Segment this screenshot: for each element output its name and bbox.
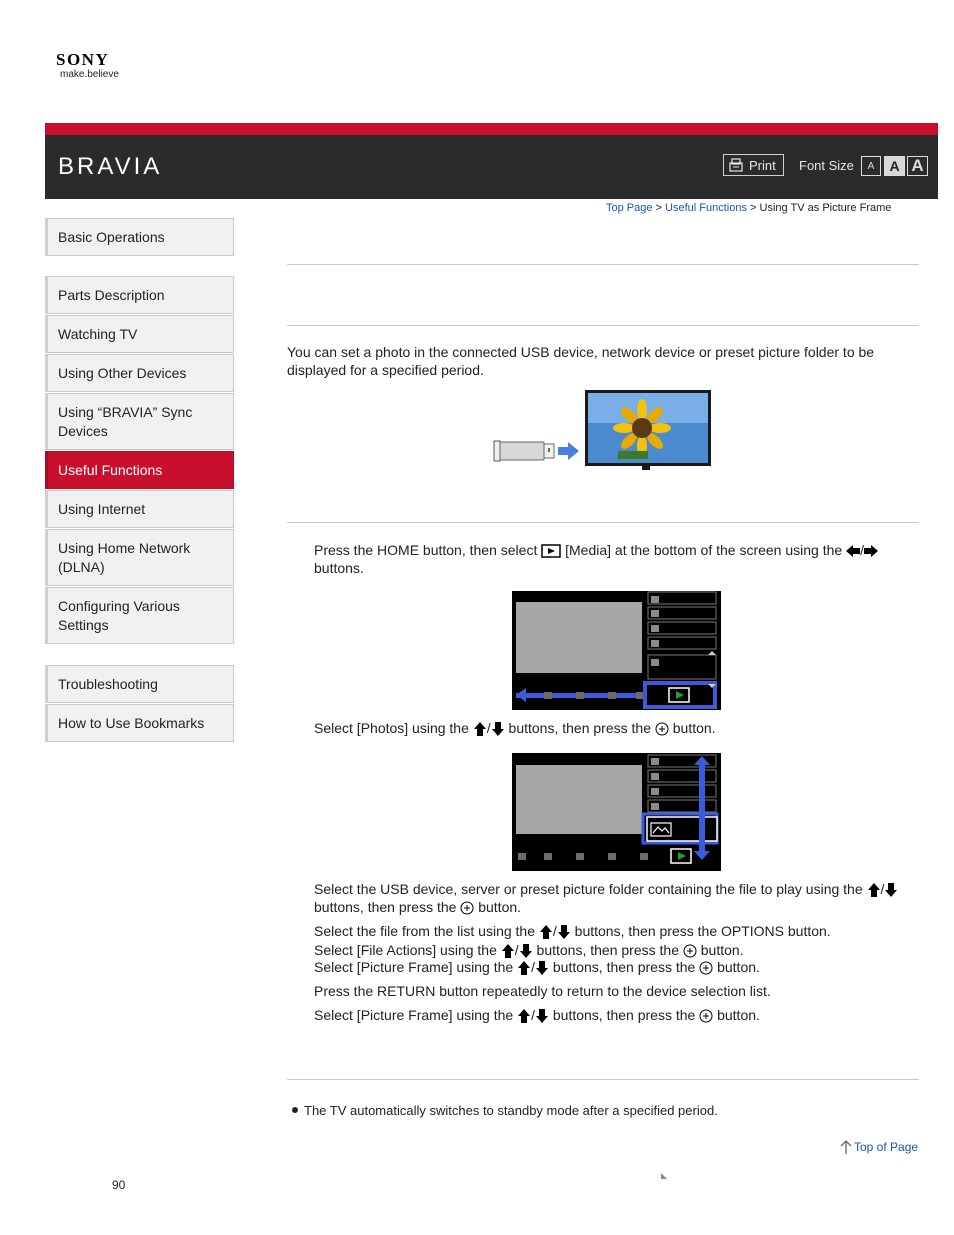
- sony-logo: SONY: [56, 50, 110, 69]
- divider: [287, 264, 919, 265]
- bravia-logo: BRAVIA: [58, 153, 163, 180]
- slash: /: [531, 959, 535, 975]
- step-text: Select [Picture Frame] using the: [314, 959, 514, 975]
- down-arrow-icon: [519, 944, 533, 958]
- step-text: buttons, then press the: [552, 1007, 696, 1023]
- step-text: buttons, then press the: [552, 959, 696, 975]
- step-5: [314, 941, 744, 959]
- up-arrow-icon: [517, 961, 531, 975]
- enter-button-icon: [683, 944, 697, 958]
- down-arrow-icon: [884, 883, 898, 897]
- step-text: button.: [717, 959, 760, 975]
- top-of-page-link[interactable]: [840, 1140, 918, 1154]
- cursor-icon: [660, 1172, 668, 1180]
- step-text: Select the USB device, server or preset picture folder containing the file to play using the: [314, 881, 863, 897]
- divider: [287, 325, 919, 326]
- slash: /: [486, 720, 491, 736]
- photos-selection-screen-illustration: [512, 753, 721, 871]
- slash: /: [880, 881, 885, 897]
- tv-icon: [585, 390, 711, 470]
- enter-button-icon: [699, 1009, 713, 1023]
- sidebar-item-label: Troubleshooting: [58, 675, 158, 692]
- sidebar-item-label: Watching TV: [58, 325, 138, 342]
- step-text: button.: [478, 899, 522, 915]
- print-icon: [728, 157, 744, 173]
- top-of-page-label: Top of Page: [854, 1140, 919, 1154]
- tagline: make.believe: [60, 69, 119, 80]
- header-red-bar: [45, 123, 938, 135]
- usb-to-tv-illustration: [492, 388, 714, 474]
- left-arrow-icon: [846, 544, 860, 558]
- sidebar-item-using-internet[interactable]: [45, 490, 234, 528]
- slash: /: [514, 942, 519, 958]
- media-icon: [541, 544, 561, 558]
- down-arrow-icon: [557, 925, 571, 939]
- sidebar-item-label: Using Home Network (DLNA): [58, 539, 191, 575]
- sidebar-item-label: Using Other Devices: [58, 364, 187, 381]
- step-7: [314, 982, 771, 1000]
- step-text: Select [File Actions] using the: [314, 942, 497, 958]
- down-arrow-icon: [535, 1009, 549, 1023]
- step-text: button.: [700, 942, 744, 958]
- up-arrow-icon: [473, 722, 487, 736]
- step-text: buttons, then press the: [536, 942, 679, 958]
- down-arrow-icon: [491, 722, 505, 736]
- step-1: [314, 541, 914, 577]
- sidebar-item-label: Using “BRAVIA” Sync Devices: [58, 403, 193, 439]
- sidebar-item-label: Configuring Various Settings: [58, 597, 180, 633]
- sidebar-item-label: Useful Functions: [58, 461, 163, 478]
- print-label: Print: [749, 157, 776, 173]
- sidebar-item-using-other-devices[interactable]: [45, 354, 234, 392]
- step-text: buttons, then press the: [508, 720, 651, 736]
- up-arrow-icon: [840, 1140, 852, 1154]
- step-text: buttons, then press the: [314, 899, 457, 915]
- print-button[interactable]: [723, 154, 784, 176]
- step-3: [314, 880, 918, 916]
- breadcrumb-current: Using TV as Picture Frame: [759, 202, 892, 214]
- up-arrow-icon: [501, 944, 515, 958]
- step-6: [314, 958, 760, 976]
- font-size-large-button[interactable]: A: [907, 156, 928, 176]
- step-2: [314, 719, 716, 737]
- sidebar-item-troubleshooting[interactable]: [45, 665, 234, 703]
- usb-stick-icon: [494, 441, 554, 461]
- font-size-small-button[interactable]: A: [861, 156, 881, 176]
- up-arrow-icon: [539, 925, 553, 939]
- bullet-icon: [292, 1107, 298, 1113]
- step-text: Press the RETURN button repeatedly to return to the device selection list.: [314, 983, 771, 999]
- breadcrumb-top-page[interactable]: Top Page: [606, 202, 653, 214]
- step-text: Press the HOME button, then select: [314, 542, 538, 558]
- sidebar-item-label: Basic Operations: [58, 228, 165, 245]
- slash: /: [860, 542, 864, 558]
- note-text: The TV automatically switches to standby mode after a specified period.: [304, 1103, 718, 1118]
- sidebar-item-configuring-settings[interactable]: [45, 587, 234, 644]
- step-text: Select [Photos] using the: [314, 720, 469, 736]
- font-size-label: Font Size: [799, 158, 854, 173]
- breadcrumb: [606, 202, 891, 214]
- font-size-medium-button[interactable]: A: [884, 156, 905, 176]
- up-arrow-icon: [517, 1009, 531, 1023]
- step-8: [314, 1006, 760, 1024]
- sidebar-item-watching-tv[interactable]: [45, 315, 234, 353]
- enter-button-icon: [460, 901, 474, 915]
- divider: [287, 1079, 919, 1080]
- step-text: buttons, then press the OPTIONS button.: [574, 923, 831, 939]
- down-arrow-icon: [535, 961, 549, 975]
- step-text: buttons.: [314, 560, 364, 576]
- right-arrow-icon: [864, 544, 878, 558]
- slash: /: [531, 1007, 535, 1023]
- breadcrumb-separator: >: [655, 202, 662, 214]
- sidebar-item-home-network[interactable]: [45, 529, 234, 586]
- home-menu-screen-illustration: [512, 591, 721, 710]
- enter-button-icon: [699, 961, 713, 975]
- sidebar-item-label: How to Use Bookmarks: [58, 714, 205, 731]
- breadcrumb-useful-functions[interactable]: Useful Functions: [665, 202, 747, 214]
- step-text: Select the file from the list using the: [314, 923, 535, 939]
- slash: /: [552, 923, 557, 939]
- sidebar-item-basic-operations[interactable]: [45, 218, 234, 256]
- step-text: [Media] at the bottom of the screen using the: [565, 542, 843, 558]
- up-arrow-icon: [867, 883, 881, 897]
- page-number: 90: [112, 1178, 126, 1192]
- sidebar-item-bookmarks[interactable]: [45, 704, 234, 742]
- sidebar-item-parts-description[interactable]: [45, 276, 234, 314]
- sidebar-item-label: Using Internet: [58, 500, 146, 517]
- sidebar-item-useful-functions[interactable]: [45, 451, 234, 489]
- step-text: button.: [717, 1007, 760, 1023]
- enter-button-icon: [655, 722, 669, 736]
- step-4: [314, 922, 831, 940]
- breadcrumb-separator: >: [750, 202, 757, 214]
- intro-text: You can set a photo in the connected USB device, network device or preset picture folder to be displayed for a specified period.: [287, 344, 875, 378]
- divider: [287, 522, 919, 523]
- sidebar-item-bravia-sync[interactable]: [45, 393, 234, 450]
- sidebar-item-label: Parts Description: [58, 286, 165, 303]
- step-text: button.: [672, 720, 716, 736]
- arrow-right-icon: [558, 442, 579, 460]
- step-text: Select [Picture Frame] using the: [314, 1007, 514, 1023]
